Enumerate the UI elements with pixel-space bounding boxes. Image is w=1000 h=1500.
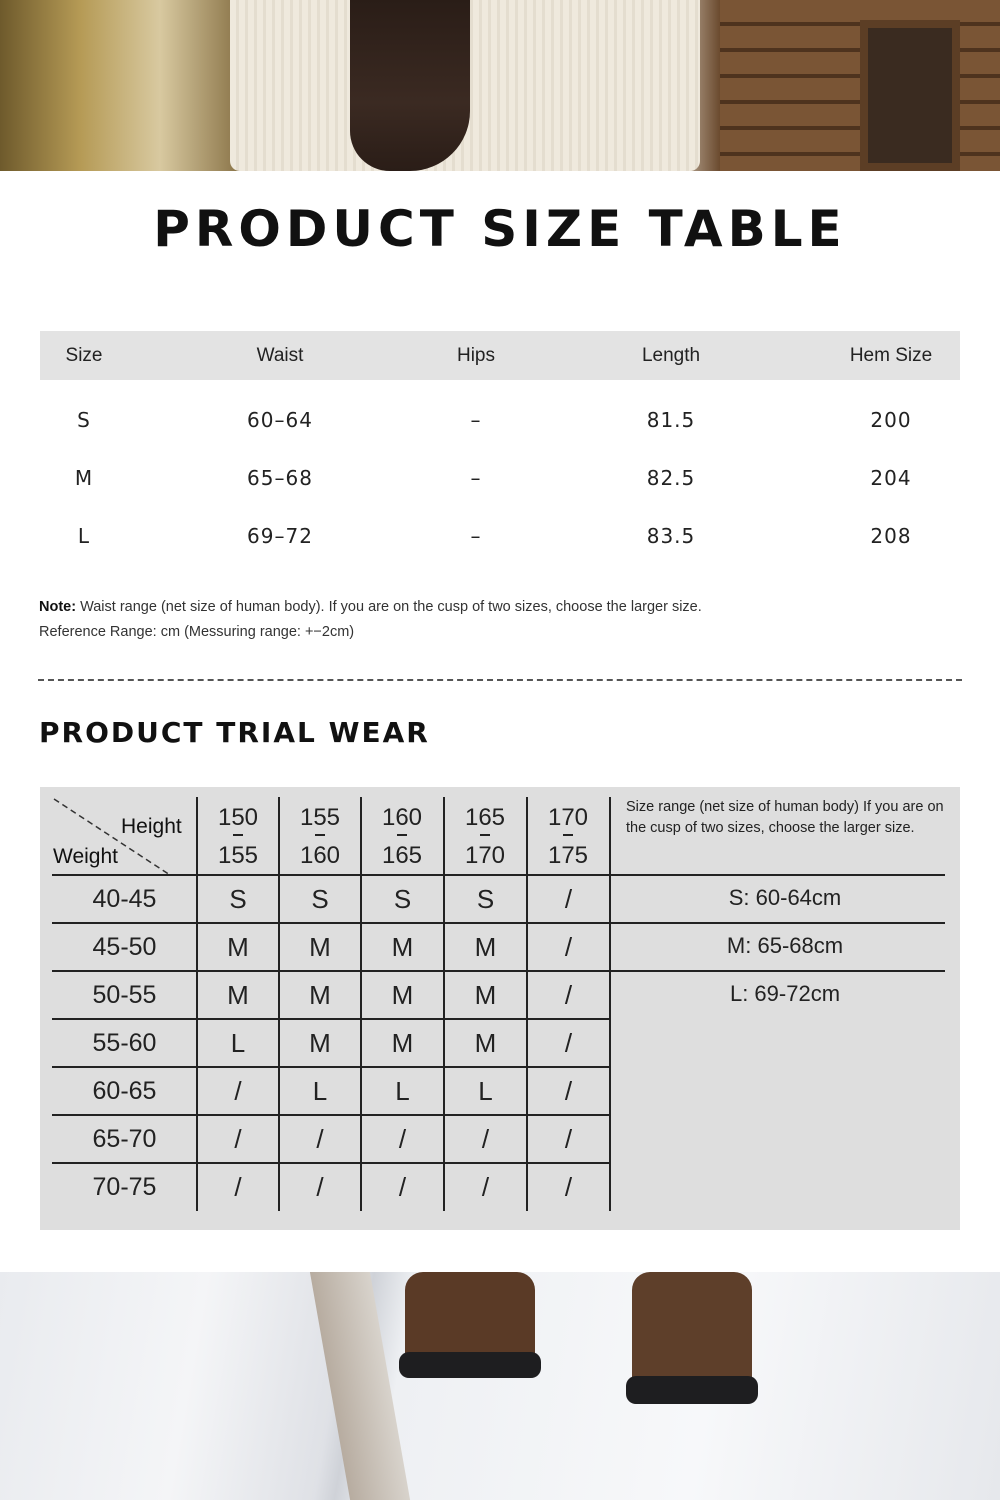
weight-range-cell: 55-60: [92, 1028, 157, 1057]
size-cell: /: [481, 1171, 490, 1202]
size-cell: S: [229, 883, 247, 914]
range-tilde: [315, 834, 325, 836]
size-cell: L: [478, 1075, 493, 1106]
cell-length: 82.5: [646, 466, 696, 490]
cell-hips: –: [470, 408, 482, 432]
table-row: [40, 391, 960, 449]
trial-wear-panel: [40, 787, 960, 1230]
weight-range-cell: 50-55: [92, 980, 157, 1009]
size-cell: /: [398, 1123, 407, 1154]
size-cell: /: [234, 1075, 242, 1106]
weight-range-cell: 65-70: [92, 1124, 157, 1153]
header-size: Size: [65, 344, 103, 366]
cell-size: L: [77, 524, 91, 548]
size-cell: L: [312, 1075, 328, 1106]
height-from: 155: [299, 804, 341, 831]
size-cell: /: [564, 979, 573, 1010]
range-tilde: [397, 834, 407, 836]
size-cell: S: [476, 883, 495, 914]
size-cell: /: [564, 1123, 573, 1154]
size-notes: [39, 595, 702, 645]
note-label: Note:: [39, 599, 77, 615]
size-range-label: S: 60-64cm: [728, 885, 842, 910]
size-cell: M: [391, 931, 414, 962]
table-row: [40, 507, 960, 565]
note-text: Waist range (net size of human body). If you are on the cusp of two sizes, choose the larger size.: [76, 599, 702, 615]
size-cell: /: [234, 1123, 242, 1154]
hair-image: [350, 0, 470, 171]
weight-range-cell: 40-45: [92, 884, 157, 913]
cell-hem-size: 208: [870, 524, 912, 548]
size-cell: /: [316, 1123, 324, 1154]
range-tilde: [480, 834, 490, 836]
height-range-header: [527, 799, 609, 875]
size-range-label: L: 69-72cm: [729, 981, 841, 1006]
size-cell: /: [481, 1123, 490, 1154]
range-tilde: [233, 834, 243, 836]
size-cell: /: [316, 1171, 324, 1202]
size-cell: L: [395, 1075, 410, 1106]
height-to: 175: [547, 842, 589, 869]
size-cell: L: [230, 1027, 246, 1058]
bottom-product-photo: [0, 1272, 1000, 1500]
reference-line: Reference Range: cm (Messuring range: +−2cm): [39, 624, 355, 640]
boot-sole: [399, 1352, 541, 1378]
size-range-label: M: 65-68cm: [726, 933, 844, 958]
top-product-photo: [0, 0, 1000, 171]
size-cell: M: [474, 931, 497, 962]
size-cell: /: [564, 883, 573, 914]
cell-size: M: [74, 466, 94, 490]
size-cell: S: [393, 883, 412, 914]
size-cell: /: [398, 1171, 407, 1202]
cell-waist: 60–64: [247, 408, 313, 432]
cell-waist: 69–72: [247, 524, 313, 548]
weight-range-cell: 45-50: [92, 932, 157, 961]
size-cell: M: [474, 979, 497, 1010]
weight-range-cell: 60-65: [92, 1076, 157, 1105]
cell-size: S: [77, 408, 91, 432]
snow-path-edge: [310, 1272, 410, 1500]
range-tilde: [563, 834, 573, 836]
right-boot-image: [632, 1272, 752, 1392]
size-cell: M: [309, 979, 331, 1010]
cabin-window: [860, 20, 960, 171]
section-divider: [38, 679, 962, 681]
weight-label: Weight: [53, 845, 118, 868]
header-hem-size: Hem Size: [849, 344, 933, 366]
page-title: PRODUCT SIZE TABLE: [153, 200, 847, 258]
height-from: 165: [464, 804, 506, 831]
height-range-header: [279, 799, 361, 875]
height-range-header: [444, 799, 526, 875]
size-cell: M: [309, 1027, 331, 1058]
size-table-header: [40, 331, 960, 380]
cell-length: 83.5: [646, 524, 696, 548]
size-cell: M: [391, 1027, 414, 1058]
left-boot-image: [405, 1272, 535, 1368]
cell-hips: –: [470, 466, 482, 490]
size-cell: /: [564, 931, 573, 962]
size-cell: /: [564, 1075, 573, 1106]
header-waist: Waist: [256, 344, 304, 366]
size-cell: /: [564, 1171, 573, 1202]
size-cell: /: [564, 1027, 573, 1058]
height-label: Height: [121, 815, 182, 838]
size-range-note: Size range (net size of human body) If you are on the cusp of two sizes, choose the larger size.: [626, 799, 944, 836]
header-hips: Hips: [456, 344, 496, 366]
size-cell: M: [391, 979, 414, 1010]
header-length: Length: [641, 344, 701, 366]
cell-length: 81.5: [646, 408, 696, 432]
height-range-header: [197, 799, 279, 875]
height-to: 155: [217, 842, 259, 869]
height-from: 160: [381, 804, 423, 831]
height-from: 170: [547, 804, 589, 831]
cell-hem-size: 200: [870, 408, 912, 432]
boot-sole: [626, 1376, 758, 1404]
size-cell: M: [474, 1027, 497, 1058]
size-cell: M: [227, 931, 249, 962]
height-range-header: [361, 799, 443, 875]
height-to: 165: [381, 842, 423, 869]
size-cell: /: [234, 1171, 242, 1202]
height-to: 170: [464, 842, 506, 869]
note-line: [39, 595, 702, 620]
cell-hem-size: 204: [870, 466, 912, 490]
weight-range-cell: 70-75: [92, 1172, 157, 1201]
trial-wear-title: PRODUCT TRIAL WEAR: [39, 716, 430, 749]
height-to: 160: [299, 842, 341, 869]
size-cell: S: [311, 883, 329, 914]
cell-hips: –: [470, 524, 482, 548]
size-table: [40, 331, 960, 565]
size-cell: M: [227, 979, 249, 1010]
size-cell: M: [309, 931, 331, 962]
cell-waist: 65–68: [247, 466, 313, 490]
height-from: 150: [217, 804, 259, 831]
table-row: [40, 449, 960, 507]
